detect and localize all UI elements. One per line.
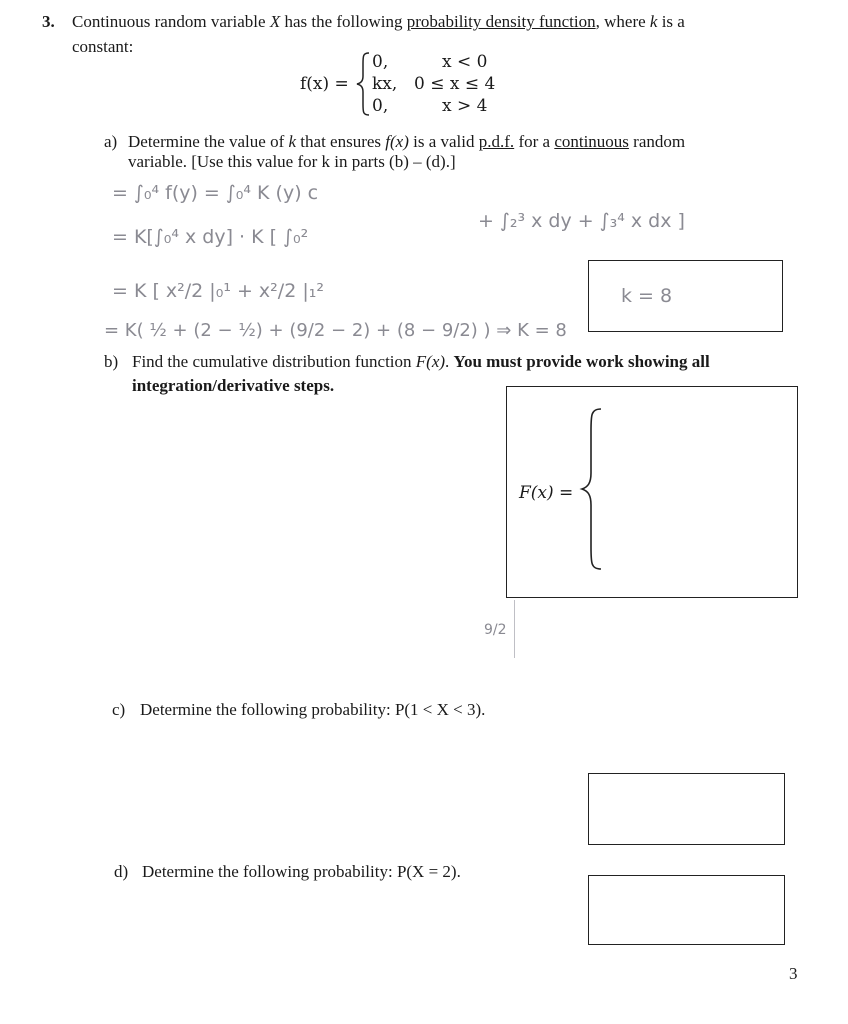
part-c-prompt: Determine the following probability: P(1 < X < 3).	[140, 700, 486, 719]
part-a-prompt-line2: variable. [Use this value for k in parts (b) – (d).]	[128, 152, 456, 171]
part-b-prompt-line1: Find the cumulative distribution function F(x). You must provide work showing all	[132, 352, 710, 371]
part-d-label: d)	[114, 862, 129, 881]
pdf-definition	[300, 50, 520, 120]
pdf-case-condition: x > 4	[442, 96, 488, 116]
left-brace-icon	[579, 407, 605, 571]
part-a-answer-box[interactable]	[588, 260, 783, 332]
stray-handwriting: 9/2	[484, 622, 507, 638]
part-d-prompt: Determine the following probability: P(X = 2).	[142, 862, 461, 881]
part-c-label: c)	[112, 700, 126, 719]
pdf-case-value: 0,	[372, 52, 389, 72]
pdf-case-value: 0,	[372, 96, 389, 116]
page-number: 3	[789, 964, 798, 983]
part-d-answer-box[interactable]	[588, 875, 785, 945]
part-b-answer-lhs: F(x) =	[519, 483, 574, 503]
pdf-lhs: f(x) =	[300, 74, 349, 94]
problem-intro-line1: Continuous random variable X has the following probability density function, where k is a	[72, 12, 685, 31]
problem-intro-line2: constant:	[72, 37, 134, 56]
left-brace-icon	[355, 50, 371, 118]
handwritten-work-line: = ∫₀⁴ f(y) = ∫₀⁴ K (y) c	[112, 182, 319, 204]
part-a-label: a)	[104, 132, 118, 151]
handwritten-work-line: = K [ x²/2 |₀¹ + x²/2 |₁²	[112, 280, 324, 302]
handwritten-work-line: + ∫₂³ x dy + ∫₃⁴ x dx ]	[478, 210, 685, 232]
part-a-prompt-line1: Determine the value of k that ensures f(x) is a valid p.d.f. for a continuous random	[128, 132, 686, 151]
part-a-answer: k = 8	[621, 285, 673, 307]
part-b-answer-box[interactable]	[506, 386, 798, 598]
pdf-term: probability density function	[406, 12, 596, 31]
pdf-case-value: kx,	[372, 74, 398, 94]
pdf-case-condition: x < 0	[442, 52, 488, 72]
handwritten-work-line: = K( ½ + (2 − ½) + (9/2 − 2) + (8 − 9/2) ) ⇒ K = 8	[104, 320, 567, 341]
part-b-prompt-line2: integration/derivative steps.	[132, 376, 335, 395]
handwritten-work-line: = K[∫₀⁴ x dy] · K [ ∫₀²	[112, 226, 309, 248]
part-c-answer-box[interactable]	[588, 773, 785, 845]
problem-number: 3.	[42, 12, 55, 31]
stray-pencil-mark	[514, 600, 515, 658]
pdf-case-condition: 0 ≤ x ≤ 4	[414, 74, 496, 94]
part-b-label: b)	[104, 352, 119, 371]
